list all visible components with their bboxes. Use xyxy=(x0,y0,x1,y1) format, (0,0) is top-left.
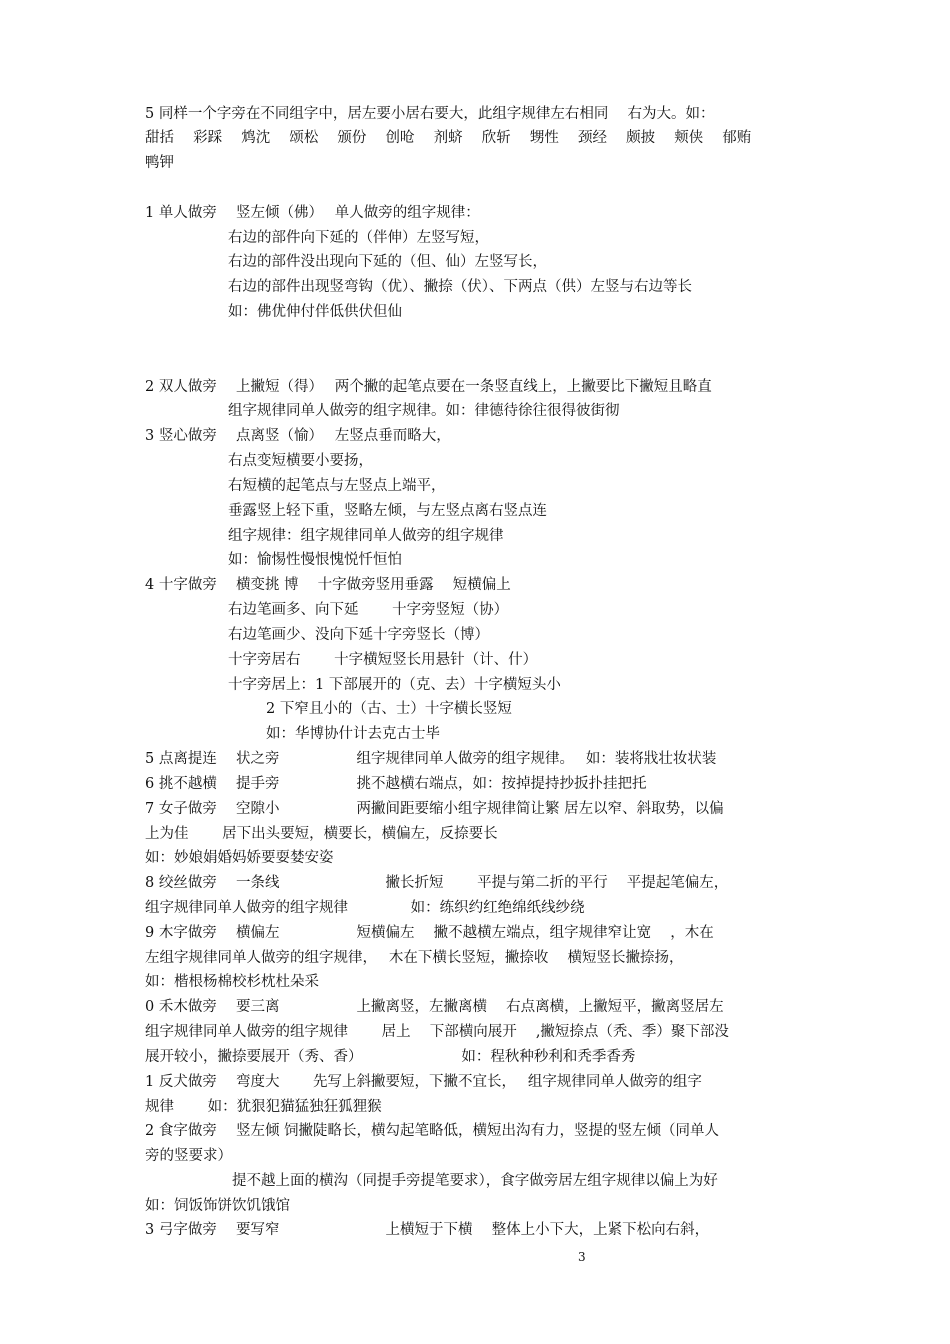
page-number: 3 xyxy=(578,1250,586,1264)
text-line: 垂露竖上轻下重，竖略左倾，与左竖点离右竖点连 xyxy=(228,503,547,519)
text-line: 如：愉惕性慢恨愧悦忏恒怕 xyxy=(228,552,402,568)
text-line: 4 十字做旁 横变挑 博 十字做旁竖用垂露 短横偏上 xyxy=(145,577,511,593)
text-line: 7 女子做旁 空隙小 两撇间距要缩小组字规律简让繁 居左以窄、斜取势，以偏 xyxy=(145,801,724,817)
text-line: 组字规律同单人做旁的组字规律。如：律德待徐往很得彼街彻 xyxy=(228,403,620,419)
text-line: 如：楷根杨棉校杉枕杜朵采 xyxy=(145,974,319,990)
text-line: 展开较小，撇捺要展开（秀、香） 如：程秋种秒利和秃季香秀 xyxy=(145,1049,636,1065)
text-line: 6 挑不越横 提手旁 挑不越横右端点，如：按掉提持抄扳扑挂把托 xyxy=(145,776,647,792)
text-line: 0 禾木做旁 要三离 上撇离竖，左撇离横 右点离横，上撇短平，撇离竖居左 xyxy=(145,999,724,1015)
text-line: 5 同样一个字旁在不同组字中，居左要小居右要大，此组字规律左右相同 右为大。如： xyxy=(145,106,715,122)
text-line: 2 食字做旁 竖左倾 饲撇陡略长，横勾起笔略低，横短出沟有力，竖提的竖左倾（同单人 xyxy=(145,1123,720,1139)
text-line: 3 弓字做旁 要写窄 上横短于下横 整体上小下大，上紧下松向右斜， xyxy=(145,1222,710,1238)
text-line: 旁的竖要求） xyxy=(145,1148,232,1164)
text-line: 组字规律：组字规律同单人做旁的组字规律 xyxy=(228,528,504,544)
text-line: 鸭钾 xyxy=(145,155,174,171)
text-line: 5 点离提连 状之旁 组字规律同单人做旁的组字规律。 如：装将戕壮妆状装 xyxy=(145,751,717,767)
text-line: 如：佛优伸付伴低供伏但仙 xyxy=(228,304,402,320)
text-line: 规律 如：犹狠犯猫猛独狂狐狸猴 xyxy=(145,1099,382,1115)
text-line: 右点变短横要小要扬， xyxy=(228,453,373,469)
text-line: 右边的部件没出现向下延的（但、仙）左竖写长， xyxy=(228,254,547,270)
text-line: 组字规律同单人做旁的组字规律 居上 下部横向展开 ,撇短捺点（秃、季）聚下部没 xyxy=(145,1024,729,1040)
text-line: 3 竖心做旁 点离竖（愉） 左竖点垂而略大， xyxy=(145,428,451,444)
text-line: 甜括 彩踩 鸩沈 颂松 颁份 创呛 剂蛴 欣斩 甥性 颈经 颇披 颊侠 郁贿 xyxy=(145,130,752,146)
text-line: 上为佳 居下出头要短，横要长，横偏左，反捺要长 xyxy=(145,826,498,842)
text-line: 右短横的起笔点与左竖点上端平， xyxy=(228,478,446,494)
text-line: 右边笔画多、向下延 十字旁竖短（协） xyxy=(228,602,509,618)
text-line: 1 反犬做旁 弯度大 先写上斜撇要短，下撇不宜长， 组字规律同单人做旁的组字 xyxy=(145,1074,702,1090)
text-line: 提不越上面的横沟（同提手旁提笔要求），食字做旁居左组字规律以偏上为好 xyxy=(232,1173,718,1189)
text-line: 如：妙娘娟婚妈娇要耍婪安姿 xyxy=(145,850,334,866)
text-line: 右边的部件出现竖弯钩（优）、撇捺（伏）、下两点（供）左竖与右边等长 xyxy=(228,279,692,295)
text-line: 十字旁居上：1 下部展开的（克、去）十字横短头小 xyxy=(228,677,561,693)
text-line: 9 木字做旁 横偏左 短横偏左 撇不越横左端点，组字规律窄让宽 ，木在 xyxy=(145,925,714,941)
text-line: 如：华博协什计去克古士毕 xyxy=(266,726,440,742)
text-line: 2 双人做旁 上撇短（得） 两个撇的起笔点要在一条竖直线上，上撇要比下撇短且略直 xyxy=(145,379,712,395)
text-line: 2 下窄且小的（古、士）十字横长竖短 xyxy=(266,701,512,717)
text-line: 8 绞丝做旁 一条线 撇长折短 平提与第二折的平行 平提起笔偏左， xyxy=(145,875,729,891)
text-line: 右边笔画少、没向下延十字旁竖长（博） xyxy=(228,627,489,643)
text-line: 左组字规律同单人做旁的组字规律， 木在下横长竖短，撇捺收 横短竖长撇捺扬， xyxy=(145,950,684,966)
text-line: 右边的部件向下延的（伴伸）左竖写短， xyxy=(228,230,489,246)
text-line: 十字旁居右 十字横短竖长用悬针（计、什） xyxy=(228,652,538,668)
text-line: 1 单人做旁 竖左倾（佛） 单人做旁的组字规律： xyxy=(145,205,480,221)
text-line: 如：饲饭饰饼饮饥饿馆 xyxy=(145,1198,290,1214)
text-line: 组字规律同单人做旁的组字规律 如：练织约红绝绵纸线纱绕 xyxy=(145,900,585,916)
